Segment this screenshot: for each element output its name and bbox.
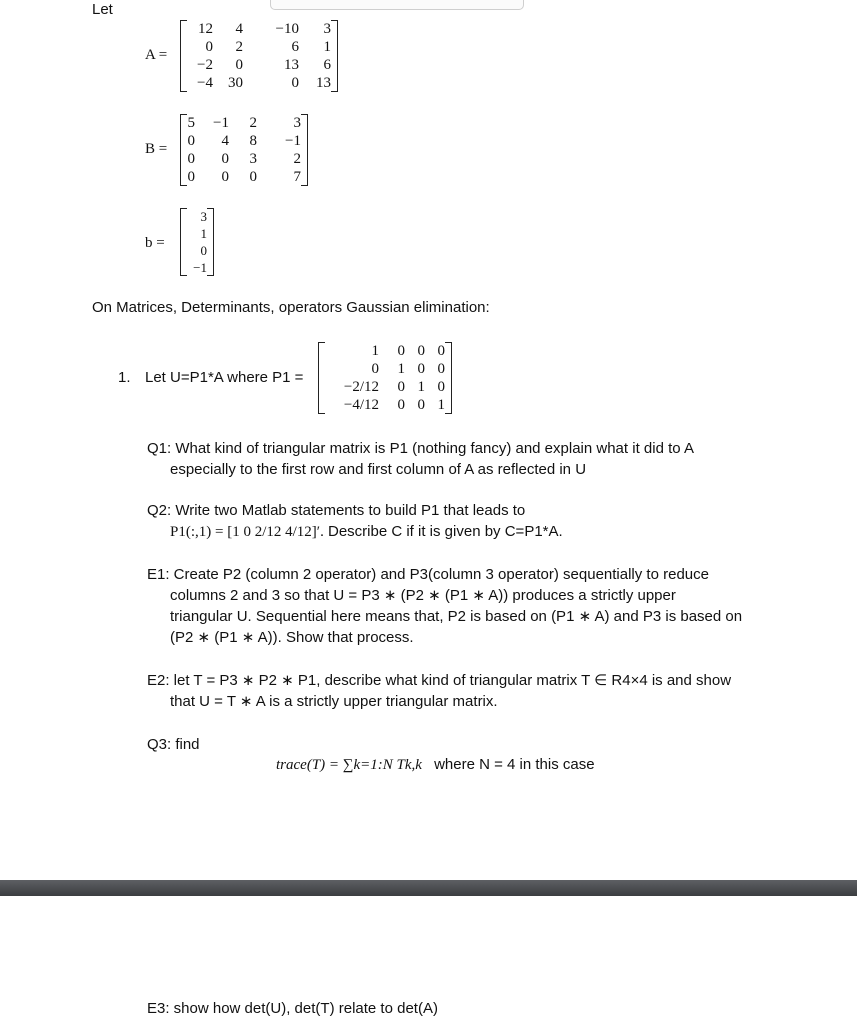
q2-math-p1-column: P1(:,1) = [1 0 2/12 4/12]′. [170,524,324,540]
trace-formula-line [276,756,595,774]
q2-line-2: Describe C if it is given by C=P1*A. [323,523,563,540]
matrix-cell: −1 [213,115,229,131]
item-1-number: 1. [118,369,131,386]
matrix-cell: 4 [221,133,229,149]
e2-line-2: that U = T ∗ A is a strictly upper triangular matrix. [170,693,498,710]
matrix-b [182,114,306,186]
q2-line-1: Q2: Write two Matlab statements to build P1 that leads to [147,502,526,519]
matrix-cell: 0 [187,169,195,185]
exercise-e1 [147,564,742,648]
matrix-cell: 0 [205,39,213,55]
matrix-cell: 1 [437,397,445,413]
matrix-cell: 6 [291,39,299,55]
matrix-cell: 0 [221,151,229,167]
matrix-cell: −4/12 [343,397,379,413]
matrix-p1 [320,342,450,414]
page-divider [0,880,857,896]
question-q1 [147,438,694,480]
matrix-cell: 0 [187,151,195,167]
matrix-cell: 0 [200,243,207,258]
matrix-cell: 1 [371,343,379,359]
matrix-cell: 3 [249,151,257,167]
matrix-cell: 1 [200,226,207,241]
matrix-cell: 3 [200,209,207,224]
matrix-cell: 0 [397,379,405,395]
matrix-cell: −10 [275,21,299,37]
matrix-b-label: B = [145,141,168,157]
matrix-cell: 7 [293,169,301,185]
matrix-cell: 0 [371,361,379,377]
matrix-a [182,20,336,92]
matrix-cell: 2 [235,39,243,55]
question-q2 [147,500,563,543]
matrix-cell: 0 [437,379,445,395]
matrix-cell: −1 [193,260,207,275]
matrix-cell: −2 [197,57,213,73]
matrix-cell: 2 [293,151,301,167]
matrix-cell: 2 [249,115,257,131]
matrix-cell: −1 [285,133,301,149]
e1-line-2: columns 2 and 3 so that U = P3 ∗ (P2 ∗ (P1 ∗ A)) produces a strictly upper [170,587,676,604]
matrix-cell: 0 [417,361,425,377]
e1-line-4: (P2 ∗ (P1 ∗ A)). Show that process. [170,629,414,646]
matrix-cell: 1 [323,39,331,55]
matrix-cell: 30 [228,75,243,91]
top-input-field[interactable] [270,0,524,10]
matrix-cell: 0 [291,75,299,91]
intro-text: Let [92,1,113,18]
section-heading: On Matrices, Determinants, operators Gaussian elimination: [92,299,490,316]
matrix-cell: 0 [187,133,195,149]
q1-line-1: Q1: What kind of triangular matrix is P1 (nothing fancy) and explain what it did to A [147,440,694,457]
matrix-cell: 0 [249,169,257,185]
matrix-cell: 4 [235,21,243,37]
matrix-cell: 13 [316,75,331,91]
matrix-cell: 5 [187,115,195,131]
matrix-cell: 1 [417,379,425,395]
e2-line-1: E2: let T = P3 ∗ P2 ∗ P1, describe what kind of triangular matrix T ∈ R4×4 is and show [147,672,732,689]
matrix-cell: 0 [417,397,425,413]
matrix-cell: 1 [397,361,405,377]
matrix-a-label: A = [145,47,168,63]
exercise-e3: E3: show how det(U), det(T) relate to det(A) [147,1000,438,1017]
matrix-cell: −2/12 [343,379,379,395]
matrix-cell: 8 [249,133,257,149]
matrix-cell: 3 [293,115,301,131]
matrix-cell: 0 [437,343,445,359]
vector-b-label: b = [145,235,165,251]
matrix-cell: 0 [437,361,445,377]
e1-line-1: E1: Create P2 (column 2 operator) and P3(column 3 operator) sequentially to reduce [147,566,709,583]
matrix-cell: 0 [235,57,243,73]
trace-formula: trace(T) = ∑k=1:N Tk,k [276,757,422,773]
question-q3-label: Q3: find [147,736,200,753]
matrix-cell: 3 [323,21,331,37]
matrix-cell: 0 [221,169,229,185]
matrix-cell: 0 [397,397,405,413]
e1-line-3: triangular U. Sequential here means that, P2 is based on (P1 ∗ A) and P3 is based on [170,608,743,625]
matrix-cell: 6 [323,57,331,73]
trace-formula-tail: where N = 4 in this case [434,756,595,773]
matrix-cell: 13 [284,57,299,73]
matrix-cell: −4 [197,75,213,91]
q1-line-2: especially to the first row and first column of A as reflected in U [170,461,587,478]
exercise-e2 [147,670,731,712]
matrix-cell: 0 [417,343,425,359]
matrix-cell: 12 [198,21,213,37]
item-1-text: Let U=P1*A where P1 = [145,369,304,386]
matrix-cell: 0 [397,343,405,359]
vector-b [182,208,212,276]
